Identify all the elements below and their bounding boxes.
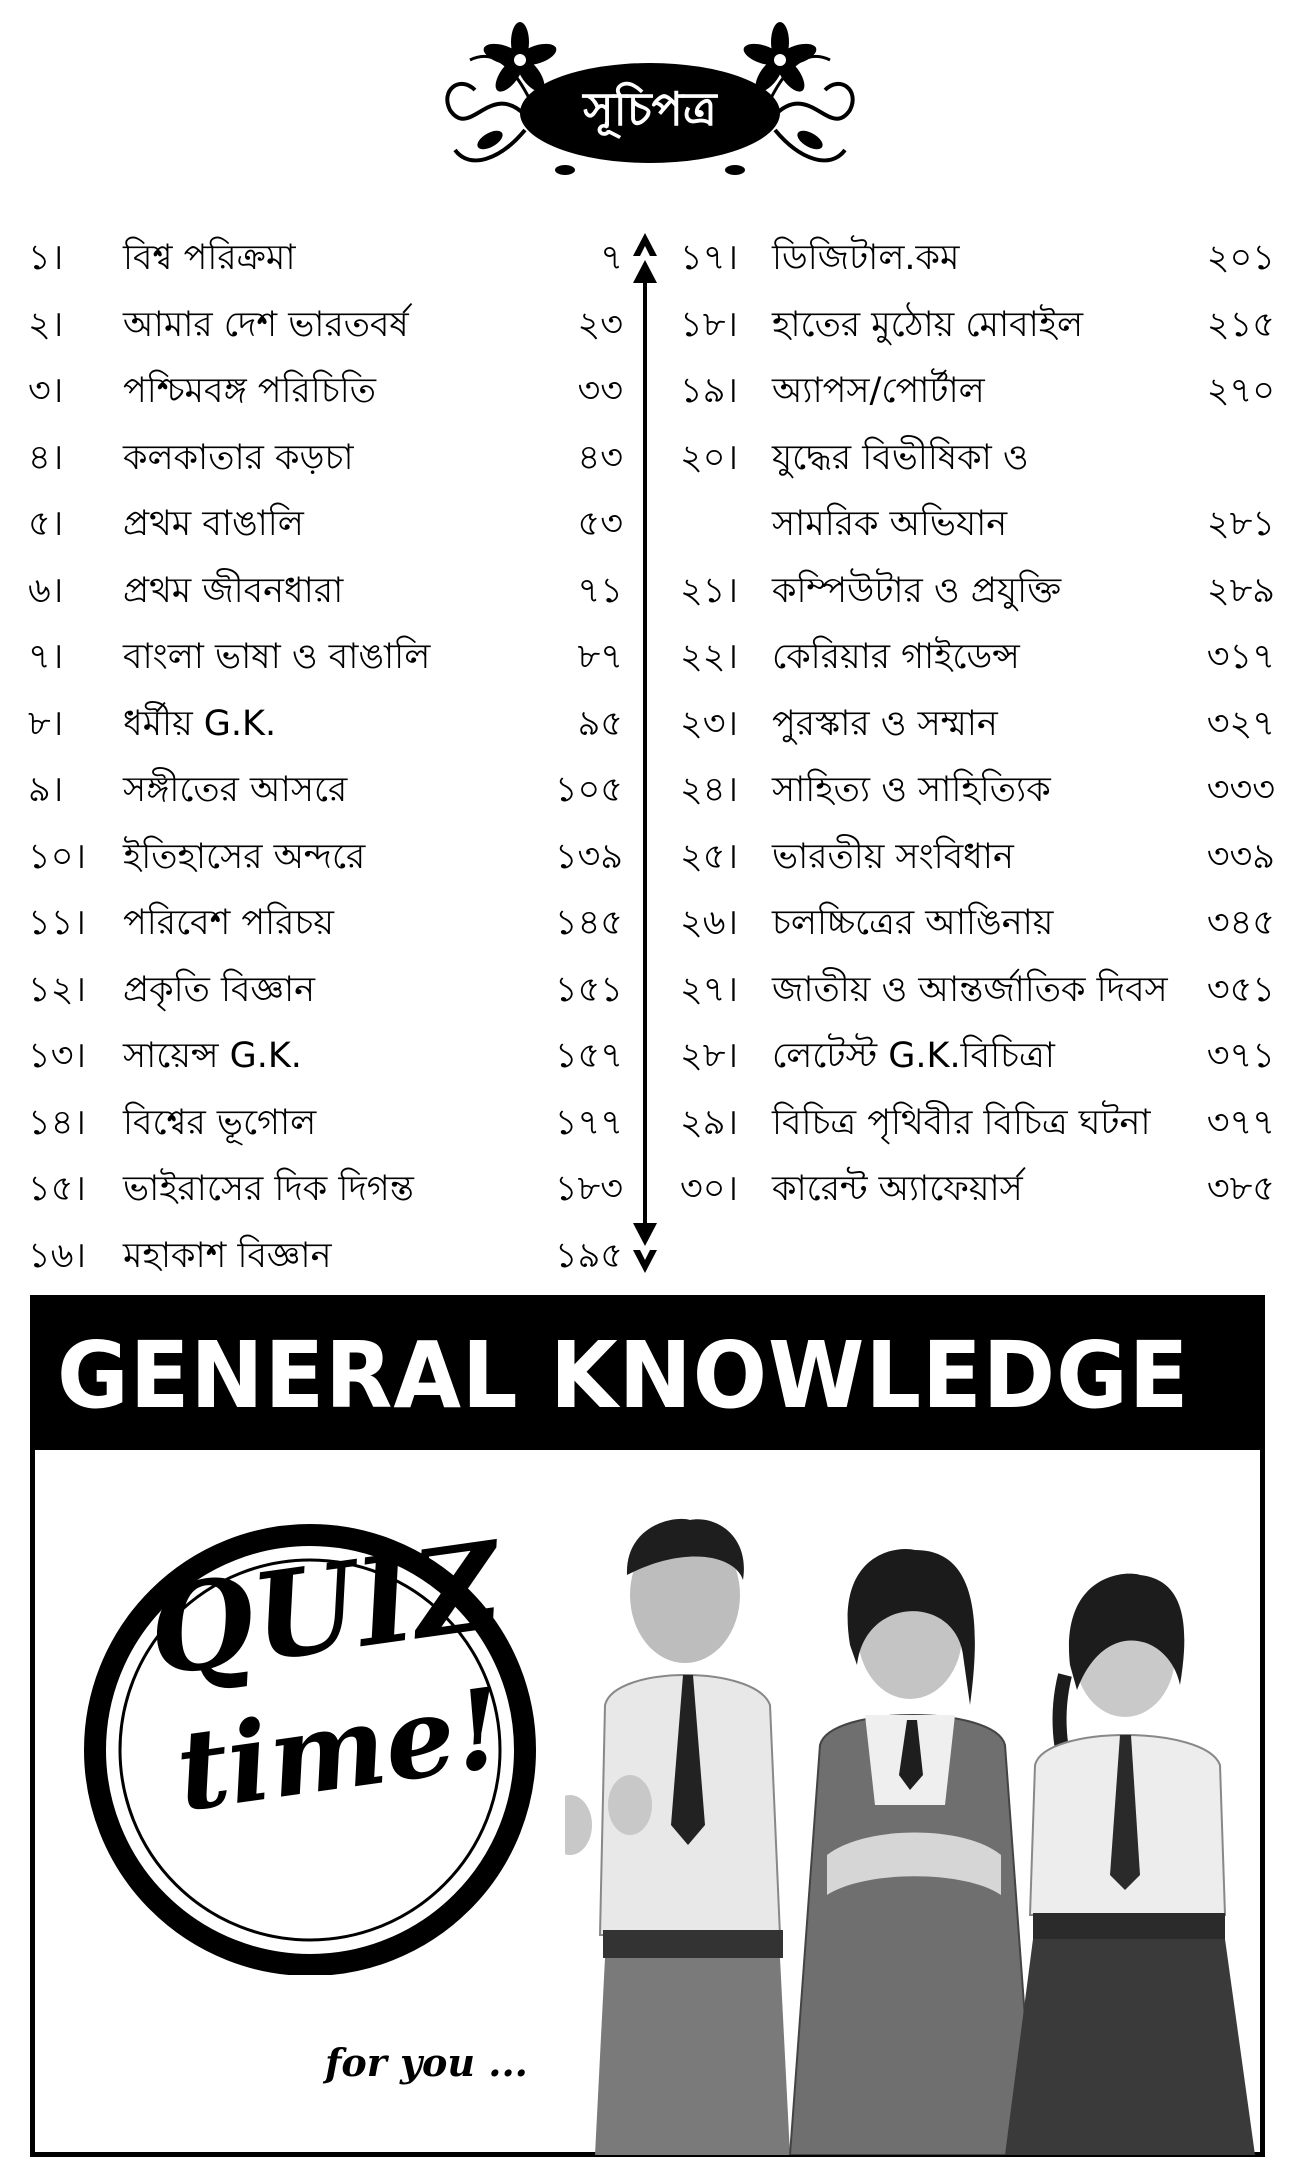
toc-title: প্রথম বাঙালি	[123, 504, 304, 544]
toc-title: যুদ্ধের বিভীষিকা ও	[772, 437, 1029, 478]
toc-row	[28, 225, 623, 292]
toc-page: ১০৫	[554, 770, 623, 810]
page-title: সূচিপত্র	[583, 82, 717, 136]
toc-number: ১।	[28, 238, 64, 278]
toc-header	[430, 20, 870, 200]
toc-page: ৩৩৩	[1206, 770, 1275, 810]
toc-row	[680, 957, 1275, 1024]
toc-row	[28, 1223, 623, 1290]
toc-page: ১৫৭	[554, 1036, 623, 1076]
toc-title: মহাকাশ বিজ্ঞান	[123, 1235, 332, 1276]
toc-row	[680, 1023, 1275, 1090]
toc-title: সামরিক অভিযান	[772, 504, 1008, 544]
toc-row	[28, 292, 623, 359]
toc-page: ২৩	[577, 304, 623, 345]
toc-page: ২৮১	[1206, 504, 1275, 544]
toc-page: ৮৭	[577, 637, 623, 677]
toc-title: পুরস্কার ও সম্মান	[772, 703, 998, 744]
quiz-time-logo	[65, 1515, 565, 1975]
toc-page: ৩২৭	[1206, 703, 1275, 744]
toc-number: ১০।	[28, 836, 86, 877]
toc-number: ২৫।	[680, 836, 738, 877]
toc-number: ২২।	[680, 637, 739, 677]
toc-row	[680, 691, 1275, 758]
toc-number: ২।	[28, 304, 64, 345]
toc-number: ১২।	[28, 969, 86, 1010]
toc-page: ৩৫১	[1206, 969, 1275, 1010]
toc-row	[680, 425, 1275, 492]
toc-page: ৩৮৫	[1206, 1169, 1275, 1209]
student-boy-icon	[565, 1519, 790, 2155]
toc-page: ২০১	[1206, 238, 1275, 278]
toc-page: ১৪৫	[554, 903, 623, 943]
student-girl-icon	[790, 1549, 1035, 2155]
toc-title: লেটেস্ট G.K.বিচিত্রা	[772, 1036, 1055, 1076]
toc-title: বিশ্ব পরিক্রমা	[123, 238, 296, 278]
toc-right-column	[680, 225, 1275, 1223]
toc-page: ১৫১	[554, 969, 623, 1010]
student-girl-icon	[1005, 1574, 1255, 2155]
toc-page: ৭১	[577, 570, 623, 611]
toc-number: ৪।	[28, 437, 64, 478]
toc-title: হাতের মুঠোয় মোবাইল	[772, 304, 1084, 345]
toc-number: ২১।	[680, 570, 738, 611]
toc-row	[680, 491, 1275, 558]
banner-heading	[35, 1300, 1260, 1450]
toc-title: কলকাতার কড়চা	[123, 437, 354, 478]
toc-page: ২৮৯	[1206, 570, 1275, 611]
toc-row	[28, 957, 623, 1024]
toc-title: সঙ্গীতের আসরে	[123, 770, 348, 810]
toc-number: ২০।	[680, 437, 739, 478]
toc-row	[680, 1090, 1275, 1157]
toc-page: ৭	[600, 238, 623, 278]
toc-number: ২৪।	[680, 770, 738, 810]
toc-row	[28, 358, 623, 425]
toc-title: প্রকৃতি বিজ্ঞান	[123, 969, 316, 1010]
toc-row	[28, 491, 623, 558]
toc-page: ১৩৯	[554, 836, 623, 877]
toc-title: ভারতীয় সংবিধান	[772, 836, 1014, 877]
toc-number: ২৩।	[680, 703, 739, 744]
toc-row	[680, 225, 1275, 292]
toc-title: সাহিত্য ও সাহিত্যিক	[772, 770, 1051, 810]
toc-number: ৯।	[28, 770, 64, 810]
toc-number: ১৪।	[28, 1102, 86, 1143]
toc-number: ৬।	[28, 570, 64, 611]
toc-number: ২৮।	[680, 1036, 738, 1076]
toc-title: ডিজিটাল.কম	[772, 238, 960, 278]
toc-row	[680, 358, 1275, 425]
toc-page: ২১৫	[1206, 304, 1275, 345]
toc-number: ৩০।	[680, 1169, 739, 1209]
toc-number: ২৬।	[680, 903, 739, 943]
toc-title: ধর্মীয় G.K.	[123, 703, 277, 744]
toc-page: ৪৩	[577, 437, 623, 478]
toc-title: কারেন্ট অ্যাফেয়ার্স	[772, 1169, 1023, 1209]
toc-title: কেরিয়ার গাইডেন্স	[772, 637, 1020, 677]
toc-number: ১৫।	[28, 1169, 86, 1209]
toc-title: প্রথম জীবনধারা	[123, 570, 344, 611]
toc-row	[28, 425, 623, 492]
toc-row	[680, 1156, 1275, 1223]
toc-number: ২৭।	[680, 969, 739, 1010]
toc-number: ১৭।	[680, 238, 738, 278]
toc-page: ৩১৭	[1206, 637, 1275, 677]
toc-title: চলচ্চিত্রের আঙিনায়	[772, 903, 1054, 943]
toc-page: ১৮৩	[554, 1169, 623, 1209]
toc-row	[28, 890, 623, 957]
toc-title: পশ্চিমবঙ্গ পরিচিতি	[123, 371, 376, 411]
column-divider	[625, 228, 665, 1278]
toc-row	[28, 624, 623, 691]
toc-page: ১৯৫	[554, 1235, 623, 1276]
toc-row	[680, 890, 1275, 957]
tagline: for you ...	[325, 2040, 528, 2085]
toc-number: ১৬।	[28, 1235, 86, 1276]
toc-page: ২৭০	[1206, 371, 1275, 411]
toc-page: ৩৭১	[1206, 1036, 1275, 1076]
toc-number: ৮।	[28, 703, 64, 744]
toc-page: ৫৩	[577, 504, 623, 544]
toc-title: পরিবেশ পরিচয়	[123, 903, 334, 943]
banner-heading-text: GENERAL KNOWLEDGE	[57, 1321, 1190, 1429]
toc-row	[28, 1023, 623, 1090]
toc-title: বিচিত্র পৃথিবীর বিচিত্র ঘটনা	[772, 1102, 1151, 1143]
toc-number: ১৮।	[680, 304, 738, 345]
toc-number: ৫।	[28, 504, 64, 544]
toc-title: সায়েন্স G.K.	[123, 1036, 302, 1076]
toc-left-column	[28, 225, 623, 1289]
toc-number: ৭।	[28, 637, 64, 677]
toc-number: ১১।	[28, 903, 86, 943]
toc-page: ৩৩	[577, 371, 623, 411]
toc-page: ৩৭৭	[1206, 1102, 1275, 1143]
toc-title: ইতিহাসের অন্দরে	[123, 836, 366, 877]
toc-title: বাংলা ভাষা ও বাঙালি	[123, 637, 431, 677]
toc-row	[680, 558, 1275, 625]
toc-title: অ্যাপস/পোর্টাল	[772, 371, 985, 411]
toc-title: ভাইরাসের দিক দিগন্ত	[123, 1169, 414, 1209]
toc-page: ৯৫	[577, 703, 623, 744]
toc-row	[680, 292, 1275, 359]
toc-title: কম্পিউটার ও প্রযুক্তি	[772, 570, 1062, 611]
toc-row	[28, 824, 623, 891]
toc-row	[28, 757, 623, 824]
quiz-word: QUIZ	[140, 1515, 510, 1704]
students-image	[565, 1475, 1265, 2155]
toc-number: ১৩।	[28, 1036, 86, 1076]
toc-page: ১৭৭	[554, 1102, 623, 1143]
toc-page: ৩৪৫	[1206, 903, 1275, 943]
toc-row	[28, 1090, 623, 1157]
toc-number: ১৯।	[680, 371, 738, 411]
toc-row	[680, 824, 1275, 891]
toc-number: ৩।	[28, 371, 64, 411]
toc-title: আমার দেশ ভারতবর্ষ	[123, 304, 409, 345]
toc-row	[680, 757, 1275, 824]
toc-row	[28, 558, 623, 625]
gk-banner	[30, 1295, 1265, 2157]
toc-row	[28, 1156, 623, 1223]
toc-title: বিশ্বের ভূগোল	[123, 1102, 317, 1143]
time-word: time!	[168, 1662, 511, 1837]
toc-page: ৩৩৯	[1206, 836, 1275, 877]
toc-row	[28, 691, 623, 758]
toc-title: জাতীয় ও আন্তর্জাতিক দিবস	[772, 969, 1168, 1010]
toc-number: ২৯।	[680, 1102, 738, 1143]
toc-row	[680, 624, 1275, 691]
